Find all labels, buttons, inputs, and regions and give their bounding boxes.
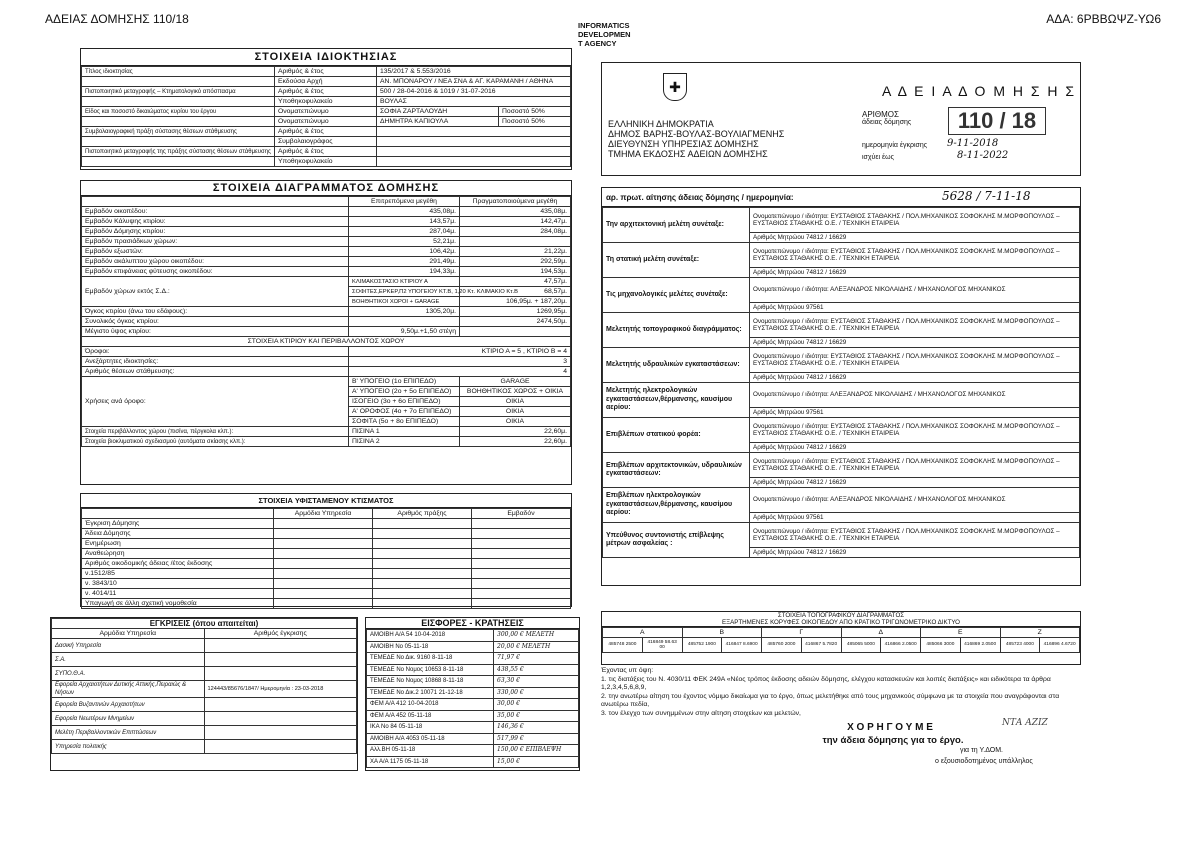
study-reg-row: Αριθμός Μητρώου 74812 / 16629 [603,373,1080,383]
topo-title: ΣΤΟΙΧΕΙΑ ΤΟΠΟΓΡΑΦΙΚΟΥ ΔΙΑΓΡΑΜΜΑΤΟΣ [777,612,905,619]
diagram-use-row: Α' ΟΡΟΦΟΣ (4ο + 7ο ΕΠΙΠΕΔΟ) ΟΙΚΙΑ [82,407,571,417]
study-reg-row: Αριθμός Μητρώου 74812 / 16629 [603,548,1080,558]
owner-row: Συμβολαιογράφος [82,137,571,147]
grant-subheading: την άδεια δόμησης για το έργο. [822,735,964,746]
owner-row: Υποθηκοφυλακείο [82,157,571,167]
existing-row: Ενημέρωση [82,539,571,549]
diagram-title: ΣΤΟΙΧΕΙΑ ΔΙΑΓΡΑΜΜΑΤΟΣ ΔΟΜΗΣΗΣ [81,181,571,196]
legal-text: Έχοντας υπ όψη: 1. τις διατάξεις του Ν. 4030/11 ΦΕΚ 249Α «Νέος τρόπος έκδοσης αδειών δόμησης, ελέγχου κατασκευών και λοιπές διατάξεις» και ειδικότερα τα άρθρα 1,2,3,4,5,6,8,9, 2. την ανωτέρω αίτηση του έχοντος νόμιμο δικαίωμα για το έργο, όπως μελετήθηκε από τους μηχανικούς σύμφωνα με τα στοιχεία που αναγράφονται στα ανωτέρω πεδία, 3. τον έλεγχο των συνημμένων στην αίτηση στοιχείων και μελετών, [601,667,1060,717]
study-reg-row: Αριθμός Μητρώου 97561 [603,408,1080,418]
study-reg-row: Αριθμός Μητρώου 74812 / 16629 [603,233,1080,243]
study-row: Μελετητής τοπογραφικού διαγράμματος: Ονοματεπώνυμο / ιδιότητα: ΕΥΣΤΑΘΙΟΣ ΣΤΑΘΑΚΗΣ / ΠΟΛ.ΜΗΧΑΝΙΚΟΣ ΣΟΦΟΚΛΗΣ Μ.ΜΟΡΦΟΠΟΥΛΟΣ – ΕΥΣΤΑΘΙΟΣ ΣΤΑΘΑΚΗΣ Ο.Ε. / ΤΕΧΝΙΚΗ ΕΤΑΙΡΕΙΑ [603,313,1080,338]
permit-number: 110 / 18 [948,107,1046,135]
existing-row: Αναθεώρηση [82,549,571,559]
study-row: Τη στατική μελέτη συνέταξε: Ονοματεπώνυμο / ιδιότητα: ΕΥΣΤΑΘΙΟΣ ΣΤΑΘΑΚΗΣ / ΠΟΛ.ΜΗΧΑΝΙΚΟΣ ΣΟΦΟΚΛΗΣ Μ.ΜΟΡΦΟΠΟΥΛΟΣ – ΕΥΣΤΑΘΙΟΣ ΣΤΑΘΑΚΗΣ Ο.Ε. / ΤΕΧΝΙΚΗ ΕΤΑΙΡΕΙΑ [603,243,1080,268]
diagram-row: Αριθμός θέσεων στάθμευσης: 4 [82,367,571,377]
signature-stamp: ΝΤΑ ΑΖΙΖ [1002,718,1048,728]
fees-table [366,629,579,768]
fees-section [365,617,580,771]
approval-date: 9-11-2018 [947,138,999,149]
study-reg-row: Αριθμός Μητρώου 97561 [603,303,1080,313]
diagram-use-row: ΣΟΦΙΤΑ (5ο + 8ο ΕΠΙΠΕΔΟ) ΟΙΚΙΑ [82,417,571,427]
approval-row: Εφορεία Νεωτέρων Μνημείων [52,712,357,726]
diagram-use-row: Α' ΥΠΟΓΕΙΟ (2ο + 5ο ΕΠΙΠΕΔΟ) ΒΟΗΘΗΤΙΚΟΣ ΧΩΡΟΣ + ΟΙΚΙΑ [82,387,571,397]
fee-row: ΑΜΟΙΒΗ Α/Α 54 10-04-2018 300,00 € ΜΕΛΕΤΗ [367,630,579,642]
study-row: Επιβλέπων αρχιτεκτονικών, υδραυλικών εγκαταστάσεων: Ονοματεπώνυμο / ιδιότητα: ΕΥΣΤΑΘΙΟΣ ΣΤΑΘΑΚΗΣ / ΠΟΛ.ΜΗΧΑΝΙΚΟΣ ΣΟΦΟΚΛΗΣ Μ.ΜΟΡΦΟΠΟΥΛΟΣ – ΕΥΣΤΑΘΙΟΣ ΣΤΑΘΑΚΗΣ Ο.Ε. / ΤΕΧΝΙΚΗ ΕΤΑΙΡΕΙΑ [603,453,1080,478]
diagram-row: Εμβαδόν ακάλυπτου χώρου οικοπέδου: 291,49μ. 292,59μ. [82,257,571,267]
approval-row: Μελέτη Περιβαλλοντικών Επιπτώσεων [52,726,357,740]
permit-number-sub: άδειας δόμησης [862,119,912,126]
approval-row: Εφορεία Αρχαιοτήτων Δυτικής Αττικής,Πειραιώς & Νήσων 124443/85676/1847/ Ημερομηνία : 23-03-2018 [52,681,357,698]
study-row: Επιβλέπων ηλεκτρολογικών εγκαταστάσεων,θέρμανσης, καυσίμου αερίου: Ονοματεπώνυμο / ιδιότητα: ΑΛΕΞΑΝΔΡΟΣ ΝΙΚΟΛΑΙΔΗΣ / ΜΗΧΑΝΟΛΟΓΟΣ ΜΗΧΑΝΙΚΟΣ [603,488,1080,513]
doc-header-left: ΑΔΕΙΑΣ ΔΟΜΗΣΗΣ 110/18 [45,12,189,26]
diagram-area-row: ΣΟΦΙΤΕΣ,ΕΡΚΕΡ,Π2 ΥΠΟΓΕΙΟΥ ΚΤ.Β, 1,20 Κτ. ΚΛΙΜΑΚΙΟ Κτ.Β 68,57μ. [82,287,571,297]
fee-row: ΑΜΟΙΒΗ Α/Α 4053 05-11-18 517,99 € [367,733,579,745]
permit-number-label: ΑΡΙΘΜΟΣ [862,110,899,119]
diagram-sub-row: ΣΤΟΙΧΕΙΑ ΚΤΙΡΙΟΥ ΚΑΙ ΠΕΡΙΒΑΛΛΟΝΤΟΣ ΧΩΡΟΥ [82,337,571,347]
approvals-header-row: Αρμόδια Υπηρεσία Αριθμός έγκρισης [52,629,357,639]
diagram-table [81,196,571,447]
greek-emblem-icon: ✚ [663,73,687,101]
approvals-title-row: ΕΓΚΡΙΣΕΙΣ (όπου απαιτείται) [52,619,357,629]
existing-row: ν.1512/85 [82,569,571,579]
issuing-authority: ΕΛΛΗΝΙΚΗ ΔΗΜΟΚΡΑΤΙΑ ΔΗΜΟΣ ΒΑΡΗΣ-ΒΟΥΛΑΣ-ΒΟΥΛΙΑΓΜΕΝΗΣ ΔΙΕΥΘΥΝΣΗ ΥΠΗΡΕΣΙΑΣ ΔΟΜΗΣΗΣ ΤΜΗΜΑ ΕΚΔΟΣΗΣ ΑΔΕΙΩΝ ΔΟΜΗΣΗΣ [608,119,785,159]
owner-title: ΣΤΟΙΧΕΙΑ ΙΔΙΟΚΤΗΣΙΑΣ [81,49,571,66]
request-label: αρ. πρωτ. αίτησης άδειας δόμησης / ημερομηνία: [606,193,794,202]
diagram-header-row: Επιτρεπόμενα μεγέθη Πραγματοποιούμενα μεγέθη [82,197,571,207]
owner-row: Είδος και ποσοστό δικαιώματος κυρίου του έργου Ονοματεπώνυμο ΣΟΦΙΑ ΖΑΡΤΑΛΟΥΔΗ Ποσοστό 50% [82,107,571,117]
fee-row: ΙΚΑ Νο 84 05-11-18 146,36 € [367,722,579,734]
study-reg-row: Αριθμός Μητρώου 74812 / 16629 [603,478,1080,488]
topo-table [602,627,1080,653]
approval-date-label: ημερομηνία έγκρισης [862,142,928,149]
owner-table [81,66,571,167]
study-row: Επιβλέπων στατικού φορέα: Ονοματεπώνυμο / ιδιότητα: ΕΥΣΤΑΘΙΟΣ ΣΤΑΘΑΚΗΣ / ΠΟΛ.ΜΗΧΑΝΙΚΟΣ ΣΟΦΟΚΛΗΣ Μ.ΜΟΡΦΟΠΟΥΛΟΣ – ΕΥΣΤΑΘΙΟΣ ΣΤΑΘΑΚΗΣ Ο.Ε. / ΤΕΧΝΙΚΗ ΕΤΑΙΡΕΙΑ [603,418,1080,443]
study-reg-row: Αριθμός Μητρώου 74812 / 16629 [603,338,1080,348]
approval-row: Υπηρεσία πολιτικής [52,740,357,754]
request-row [602,188,1080,207]
diagram-row: Εμβαδόν οικοπέδου: 435,08μ. 435,08μ. [82,207,571,217]
diagram-row: Εμβαδόν Δόμησης κτιρίου: 287,04μ. 284,08μ. [82,227,571,237]
owner-row: Ονοματεπώνυμο ΔΗΜΗΤΡΑ ΚΑΠΙΟΥΛΑ Ποσοστό 50% [82,117,571,127]
diagram-row: Εμβαδόν Κάλυψης κτιρίου: 143,57μ. 142,47μ. [82,217,571,227]
approval-row: ΣΥΠΟ.Θ.Α. [52,667,357,681]
diagram-pool-row: Στοιχεία βιοκλιματικού σχεδιασμού (αυτόματα σκίασης κλπ.): ΠΙΣΙΝΑ 2 22,60μ. [82,437,571,447]
approval-row: Σ.Α. [52,653,357,667]
fee-row: ΤΕΜΕΔΕ Νο Νομος 10653 8-11-18 438,55 € [367,664,579,676]
study-reg-row: Αριθμός Μητρώου 74812 / 16629 [603,443,1080,453]
topo-section [601,611,1081,665]
diagram-use-row: ΙΣΟΓΕΙΟ (3ο + 6ο ΕΠΙΠΕΔΟ) ΟΙΚΙΑ [82,397,571,407]
study-reg-row: Αριθμός Μητρώου 97561 [603,513,1080,523]
existing-row: ν. 3843/10 [82,579,571,589]
diagram-pool-row: Στοιχεία περιβάλλοντος χώρου (πισίνα, πέργκολα κλπ.): ΠΙΣΙΝΑ 1 22,60μ. [82,427,571,437]
diagram-area-row: Εμβαδόν χώρων εκτός Σ.Δ.: ΚΛΙΜΑΚΟΣΤΑΣΙΟ ΚΤΙΡΙΟΥ Α 47,57μ. [82,277,571,287]
study-row: Τις μηχανολογικές μελέτες συνέταξε: Ονοματεπώνυμο / ιδιότητα: ΑΛΕΞΑΝΔΡΟΣ ΝΙΚΟΛΑΙΔΗΣ / ΜΗΧΑΝΟΛΟΓΟΣ ΜΗΧΑΝΙΚΟΣ [603,278,1080,303]
existing-row: Άδεια Δόμησης [82,529,571,539]
fee-row: ΦΕΜ Α/Α 452 05-11-18 35,00 € [367,710,579,722]
owner-row: Τίτλος ιδιοκτησίας Αριθμός & έτος 135/2017 & 5.553/2016 [82,67,571,77]
diagram-area-row: ΒΟΗΘΗΤΙΚΟΙ ΧΩΡΟΙ + GARAGE 106,95μ. + 187,20μ. [82,297,571,307]
approvals-section [50,617,358,771]
owner-row: Πιστοποιητικό μεταγραφής της πράξης σύστασης θέσεων στάθμευσης Αριθμός & έτος [82,147,571,157]
existing-section [80,493,572,607]
owner-section [80,48,572,170]
approvals-table [51,618,357,754]
study-reg-row: Αριθμός Μητρώου 74812 / 16629 [603,268,1080,278]
diagram-row: Εμβαδόν επιφάνειας φύτευσης οικοπέδου: 194,33μ. 194,53μ. [82,267,571,277]
fee-row: ΤΕΜΕΔΕ Νο Νομος 10868 8-11-18 63,30 € [367,676,579,688]
studies-table [602,207,1080,558]
signature-line-2: ο εξουσιοδοτημένος υπάλληλος [935,758,1033,765]
topo-values-row: 485748 2500 416849 58.63 00 485752 1900 416847 8.6900 485760 2000 416867 5.7820 485065 5000 416866 2.0500 485066 3000 416869 2.0500 485723 4000 416896 4.6720 [603,638,1080,653]
existing-header-row: Αρμόδια Υπηρεσία Αριθμός πράξης Εμβαδόν [82,509,571,519]
studies-section [601,187,1081,586]
study-row: Την αρχιτεκτονική μελέτη συνέταξε: Ονοματεπώνυμο / ιδιότητα: ΕΥΣΤΑΘΙΟΣ ΣΤΑΘΑΚΗΣ / ΠΟΛ.ΜΗΧΑΝΙΚΟΣ ΣΟΦΟΚΛΗΣ Μ.ΜΟΡΦΟΠΟΥΛΟΣ – ΕΥΣΤΑΘΙΟΣ ΣΤΑΘΑΚΗΣ Ο.Ε. / ΤΕΧΝΙΚΗ ΕΤΑΙΡΕΙΑ [603,208,1080,233]
owner-row: Εκδούσα Αρχή ΑΝ. ΜΠΟΝΑΡΟΥ / ΝΕΑ ΣΝΑ & ΑΓ. ΚΑΡΑΜΑΝΗ / ΑΘΗΝΑ [82,77,571,87]
doc-ada: ΑΔΑ: 6ΡΒΒΩΨΖ-ΥΩ6 [1046,12,1161,26]
owner-row: Πιστοποιητικό μεταγραφής – Κτηματολογικό απόσπασμα Αριθμός & έτος 500 / 28-04-2016 & 1019 / 31-07-2016 [82,87,571,97]
existing-row: Υπαγωγή σε άλλη σχετική νομοθεσία [82,599,571,609]
existing-row: ν. 4014/11 [82,589,571,599]
study-row: Μελετητής υδραυλικών εγκαταστάσεων: Ονοματεπώνυμο / ιδιότητα: ΕΥΣΤΑΘΙΟΣ ΣΤΑΘΑΚΗΣ / ΠΟΛ.ΜΗΧΑΝΙΚΟΣ ΣΟΦΟΚΛΗΣ Μ.ΜΟΡΦΟΠΟΥΛΟΣ – ΕΥΣΤΑΘΙΟΣ ΣΤΑΘΑΚΗΣ Ο.Ε. / ΤΕΧΝΙΚΗ ΕΤΑΙΡΕΙΑ [603,348,1080,373]
study-row: Υπεύθυνος συντονιστής επίβλεψης μέτρων ασφαλείας : Ονοματεπώνυμο / ιδιότητα: ΕΥΣΤΑΘΙΟΣ ΣΤΑΘΑΚΗΣ / ΠΟΛ.ΜΗΧΑΝΙΚΟΣ ΣΟΦΟΚΛΗΣ Μ.ΜΟΡΦΟΠΟΥΛΟΣ – ΕΥΣΤΑΘΙΟΣ ΣΤΑΘΑΚΗΣ Ο.Ε. / ΤΕΧΝΙΚΗ ΕΤΑΙΡΕΙΑ [603,523,1080,548]
diagram-row: Όγκος κτιρίου (άνω του εδάφους): 1305,20μ. 1269,95μ. [82,307,571,317]
existing-row: Αριθμός οικοδομικής άδειας /έτος έκδοσης [82,559,571,569]
fee-row: ΤΕΜΕΔΕ Νο Δικ.2 10071 21-12-18 330,00 € [367,687,579,699]
fee-row: ΧΑ Α/Α 1175 05-11-18 15,00 € [367,756,579,768]
diagram-row: Όροφοι: ΚΤΙΡΙΟ Α = 5 , ΚΤΙΡΙΟ Β = 4 [82,347,571,357]
permit-header [601,62,1081,176]
study-row: Μελετητής ηλεκτρολογικών εγκαταστάσεων,θέρμανσης, καυσίμου αερίου: Ονοματεπώνυμο / ιδιότητα: ΑΛΕΞΑΝΔΡΟΣ ΝΙΚΟΛΑΙΔΗΣ / ΜΗΧΑΝΟΛΟΓΟΣ ΜΗΧΑΝΙΚΟΣ [603,383,1080,408]
owner-row: Υποθηκοφυλακείο ΒΟΥΛΑΣ [82,97,571,107]
fees-title: ΕΙΣΦΟΡΕΣ - ΚΡΑΤΗΣΕΙΣ [366,618,579,629]
signature-line-1: για τη Υ.ΔΟΜ. [960,747,1003,754]
existing-title: ΣΤΟΙΧΕΙΑ ΥΦΙΣΤΑΜΕΝΟΥ ΚΤΙΣΜΑΤΟΣ [81,494,571,508]
diagram-section [80,180,572,485]
diagram-row: Εμβαδόν πρασιάδκων χώρων: 52,21μ. [82,237,571,247]
diagram-row: Εμβαδόν εξωστών: 106,42μ. 21,22μ. [82,247,571,257]
existing-row: Έγκριση Δόμησης [82,519,571,529]
valid-until: 8-11-2022 [957,150,1009,161]
topo-subtitle: ΕΞΑΡΤΗΜΕΝΕΣ ΚΟΡΥΦΕΣ ΟΙΚΟΠΕΔΟΥ ΑΠΟ ΚΡΑΤΙΚΟ ΤΡΙΓΩΝΟΜΕΤΡΙΚΟ ΔΙΚΤΥΟ [602,619,1080,627]
fee-row: Αλλ.ΒΗ 05-11-18 150,00 € ΕΠΙΒΛΕΨΗ [367,745,579,757]
owner-row: Συμβολαιογραφική πράξη σύστασης θέσεων στάθμευσης Αριθμός & έτος [82,127,571,137]
diagram-row: Μέγιστο ύψος κτιρίου: 9,50μ.+1,50 στέγη [82,327,571,337]
grant-heading: Χ Ο Ρ Η Γ Ο Υ Μ Ε [847,722,933,733]
fee-row: ΑΜΟΙΒΗ Νο 05-11-18 20,00 € ΜΕΛΕΤΗ [367,641,579,653]
valid-until-label: ισχύει έως [862,154,894,161]
permit-title: Α Δ Ε Ι Α Δ Ο Μ Η Σ Η Σ [882,83,1077,99]
existing-table [81,508,571,609]
diagram-row: Συνολικός όγκος κτιρίου: 2474,50μ. [82,317,571,327]
agency-logo-text: INFORMATICS DEVELOPMEN T AGENCY [578,21,631,48]
approval-row: Εφορεία Βυζαντινών Αρχαιοτήτων [52,698,357,712]
fee-row: ΤΕΜΕΔΕ Νο Δικ. 9160 8-11-18 71,97 € [367,653,579,665]
fee-row: ΦΕΜ Α/Α 412 10-04-2018 30,00 € [367,699,579,711]
diagram-row: Ανεξάρτητες ιδιοκτησίες: 3 [82,357,571,367]
topo-letters-row: Α Β Γ Δ Ε Ζ [603,628,1080,638]
request-value: 5628 / 7-11-18 [942,189,1031,203]
approval-row: Δασική Υπηρεσία [52,639,357,653]
diagram-use-row: Χρήσεις ανά όροφο: Β' ΥΠΟΓΕΙΟ (1ο ΕΠΙΠΕΔΟ) GARAGE [82,377,571,387]
